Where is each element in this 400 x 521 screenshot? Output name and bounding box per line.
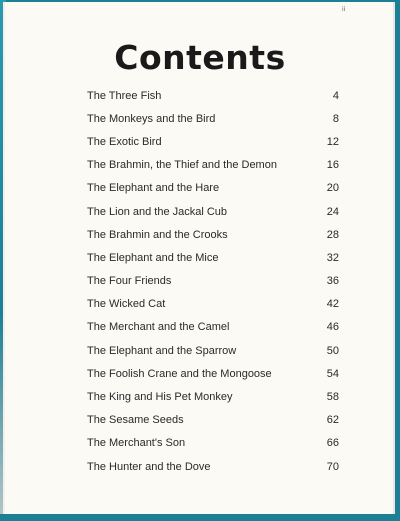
toc-entry[interactable] xyxy=(87,84,339,107)
toc-entry-title: The Monkeys and the Bird xyxy=(87,112,216,125)
toc-entry[interactable] xyxy=(87,316,339,339)
toc-entry-page: 50 xyxy=(326,344,339,357)
toc-entry-page: 54 xyxy=(326,367,339,380)
toc-entry-page: 36 xyxy=(326,275,339,288)
toc-entry-page: 8 xyxy=(332,112,339,125)
toc-entry[interactable] xyxy=(87,154,339,177)
toc-entry-title: The Four Friends xyxy=(87,275,172,288)
toc-entry-page: 24 xyxy=(326,205,339,218)
toc-entry-title: The Elephant and the Hare xyxy=(87,182,220,195)
toc-entry-title: The Brahmin, the Thief and the Demon xyxy=(87,159,277,172)
toc-entry-title: The Brahmin and the Crooks xyxy=(87,228,228,241)
toc-entry-title: The Three Fish xyxy=(87,89,162,102)
toc-entry-title: The Exotic Bird xyxy=(87,135,162,148)
toc-entry-title: The King and His Pet Monkey xyxy=(87,391,233,404)
toc-entry-page: 28 xyxy=(326,228,339,241)
toc-entry-page: 32 xyxy=(326,251,339,264)
toc-entry[interactable] xyxy=(87,177,339,200)
toc-entry[interactable] xyxy=(87,362,339,385)
toc-entry-page: 58 xyxy=(326,391,339,404)
toc-entry-title: The Wicked Cat xyxy=(87,298,166,311)
toc-entry-page: 4 xyxy=(332,89,339,102)
toc-entry-page: 66 xyxy=(326,437,339,450)
toc-entry-title: The Elephant and the Sparrow xyxy=(87,344,237,357)
toc-entry[interactable] xyxy=(87,200,339,223)
toc-entry[interactable] xyxy=(87,246,339,269)
table-of-contents xyxy=(87,84,339,478)
toc-entry[interactable] xyxy=(87,409,339,432)
toc-entry[interactable] xyxy=(87,107,339,130)
toc-entry-title: The Elephant and the Mice xyxy=(87,251,219,264)
toc-entry-title: The Lion and the Jackal Cub xyxy=(87,205,228,218)
toc-entry-title: The Hunter and the Dove xyxy=(87,460,211,473)
toc-entry[interactable] xyxy=(87,293,339,316)
toc-entry[interactable] xyxy=(87,339,339,362)
toc-entry[interactable] xyxy=(87,385,339,408)
toc-entry-title: The Merchant and the Camel xyxy=(87,321,230,334)
toc-entry-title: The Sesame Seeds xyxy=(87,414,184,427)
toc-entry-page: 42 xyxy=(326,298,339,311)
toc-entry[interactable] xyxy=(87,432,339,455)
toc-entry-page: 12 xyxy=(326,135,339,148)
toc-entry-page: 20 xyxy=(326,182,339,195)
toc-entry-page: 62 xyxy=(326,414,339,427)
toc-entry-title: The Foolish Crane and the Mongoose xyxy=(87,367,272,380)
toc-entry-page: 16 xyxy=(326,159,339,172)
toc-entry[interactable] xyxy=(87,130,339,153)
toc-entry[interactable] xyxy=(87,223,339,246)
toc-entry-page: 70 xyxy=(326,460,339,473)
book-edge-bottom xyxy=(0,514,400,521)
toc-entry[interactable] xyxy=(87,270,339,293)
page-title: Contents xyxy=(114,38,286,77)
toc-entry-page: 46 xyxy=(326,321,339,334)
toc-entry[interactable] xyxy=(87,455,339,478)
toc-entry-title: The Merchant's Son xyxy=(87,437,186,450)
corner-mark: ii xyxy=(342,6,346,13)
